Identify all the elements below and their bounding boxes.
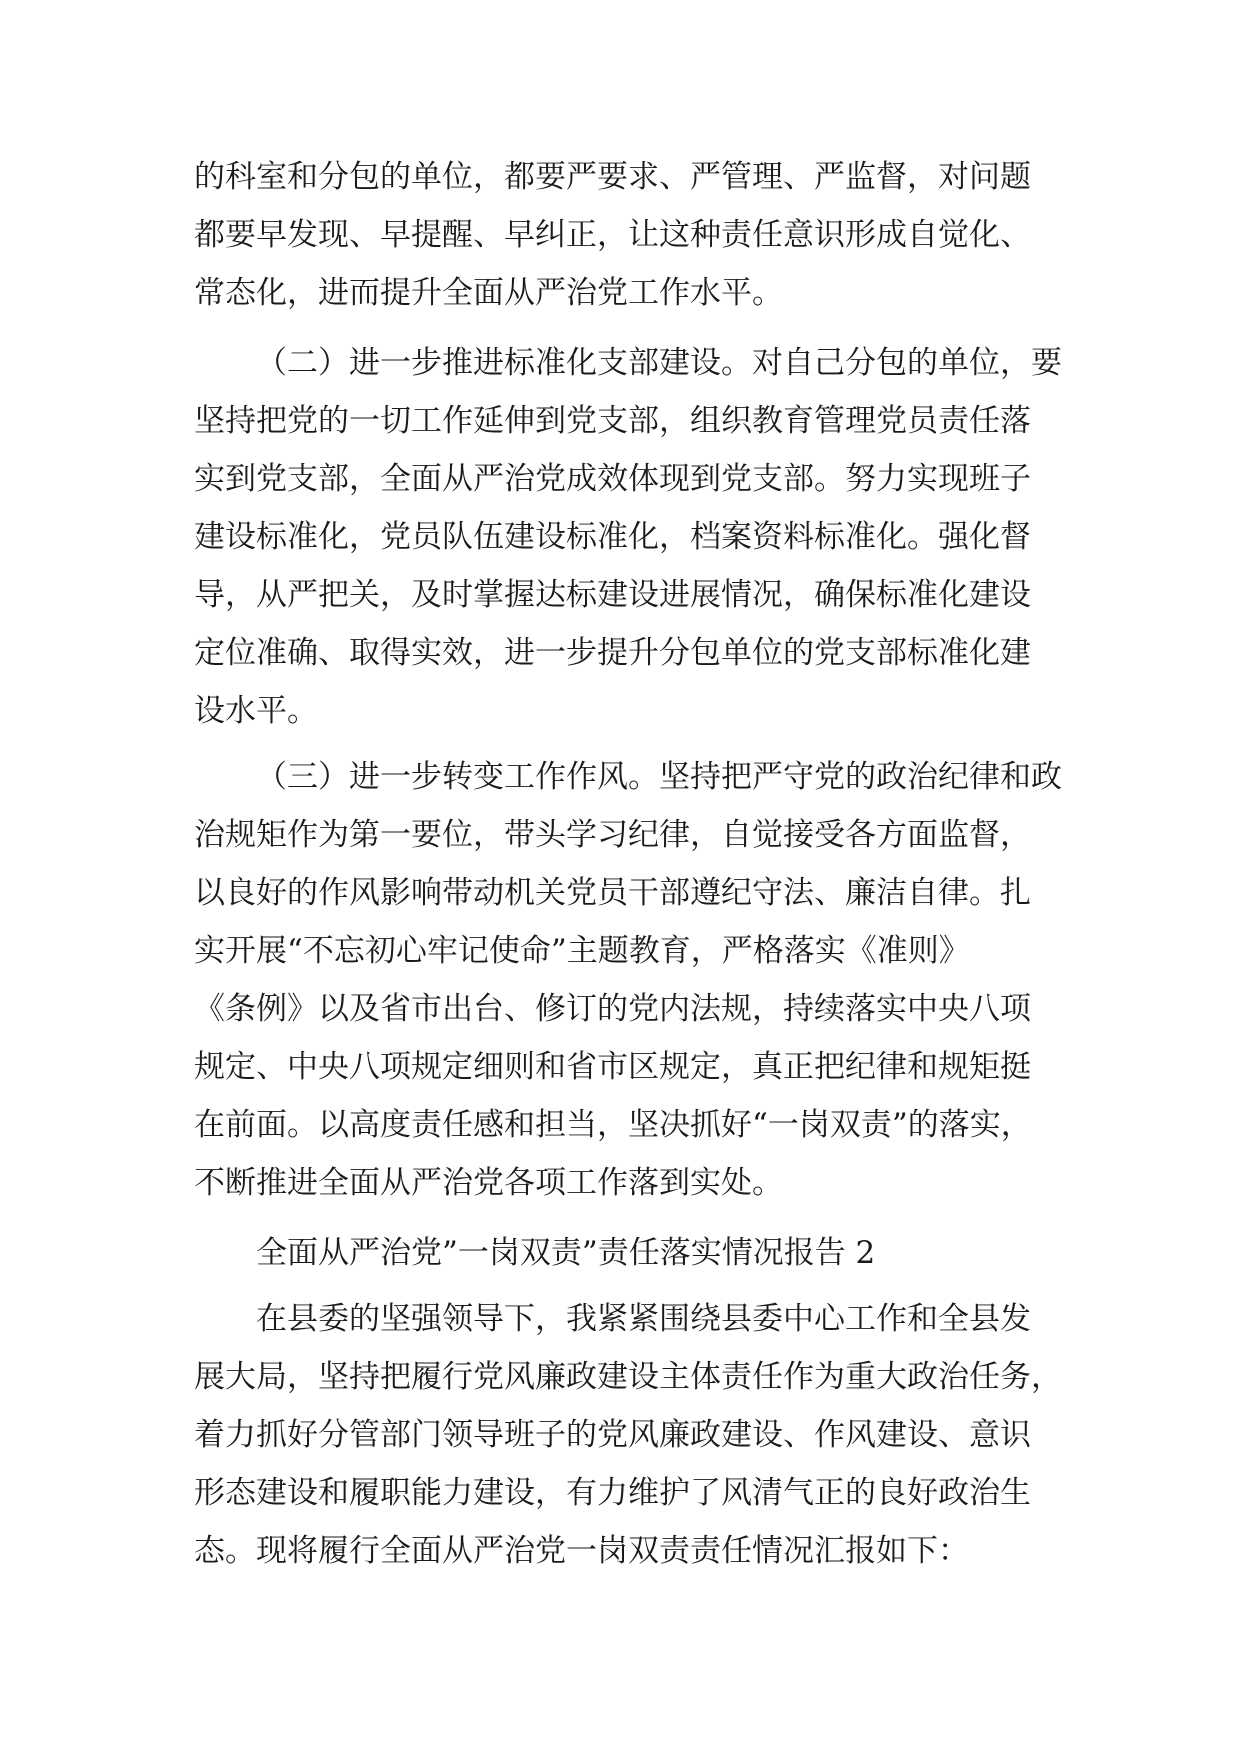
text-line: 实开展“不忘初心牢记使命”主题教育，严格落实《准则》 [194, 933, 970, 969]
text-line: 定位准确、取得实效，进一步提升分包单位的党支部标准化建 [194, 635, 1031, 671]
text-line: 《条例》以及省市出台、修订的党内法规，持续落实中央八项 [194, 991, 1031, 1027]
text-line: 的科室和分包的单位，都要严要求、严管理、严监督，对问题 [194, 159, 1031, 195]
text-line: （三）进一步转变工作作风。坚持把严守党的政治纪律和政 [256, 759, 1062, 795]
paragraph-intro [194, 1290, 1062, 1580]
text-line: 形态建设和履职能力建设，有力维护了风清气正的良好政治生 [194, 1475, 1031, 1511]
text-line: 着力抓好分管部门领导班子的党风廉政建设、作风建设、意识 [194, 1417, 1031, 1453]
text-line: 实到党支部，全面从严治党成效体现到党支部。努力实现班子 [194, 461, 1031, 497]
document-body [194, 148, 1062, 1580]
paragraph-section-two [194, 334, 1062, 740]
heading-line: 全面从严治党”一岗双责”责任落实情况报告 2 [256, 1235, 876, 1271]
text-line: 规定、中央八项规定细则和省市区规定，真正把纪律和规矩挺 [194, 1049, 1031, 1085]
text-line: 不断推进全面从严治党各项工作落到实处。 [194, 1165, 783, 1201]
text-line: 以良好的作风影响带动机关党员干部遵纪守法、廉洁自律。扎 [194, 875, 1031, 911]
text-line: 建设标准化，党员队伍建设标准化，档案资料标准化。强化督 [194, 519, 1031, 555]
text-line: 设水平。 [194, 693, 318, 729]
paragraph-section-three [194, 748, 1062, 1212]
text-line: 展大局，坚持把履行党风廉政建设主体责任作为重大政治任务， [194, 1359, 1062, 1395]
report-heading [194, 1224, 1054, 1282]
text-line: 治规矩作为第一要位，带头学习纪律，自觉接受各方面监督， [194, 817, 1031, 853]
text-line: 在前面。以高度责任感和担当，坚决抓好“一岗双责”的落实， [194, 1107, 1032, 1143]
text-line: （二）进一步推进标准化支部建设。对自己分包的单位，要 [256, 345, 1062, 381]
text-line: 常态化，进而提升全面从严治党工作水平。 [194, 275, 783, 311]
text-line: 坚持把党的一切工作延伸到党支部，组织教育管理党员责任落 [194, 403, 1031, 439]
text-line: 在县委的坚强领导下，我紧紧围绕县委中心工作和全县发 [256, 1301, 1031, 1337]
text-line: 导，从严把关，及时掌握达标建设进展情况，确保标准化建设 [194, 577, 1031, 613]
paragraph-continuation [194, 148, 1054, 322]
text-line: 态。现将履行全面从严治党一岗双责责任情况汇报如下： [194, 1533, 969, 1569]
text-line: 都要早发现、早提醒、早纠正，让这种责任意识形成自觉化、 [194, 217, 1031, 253]
